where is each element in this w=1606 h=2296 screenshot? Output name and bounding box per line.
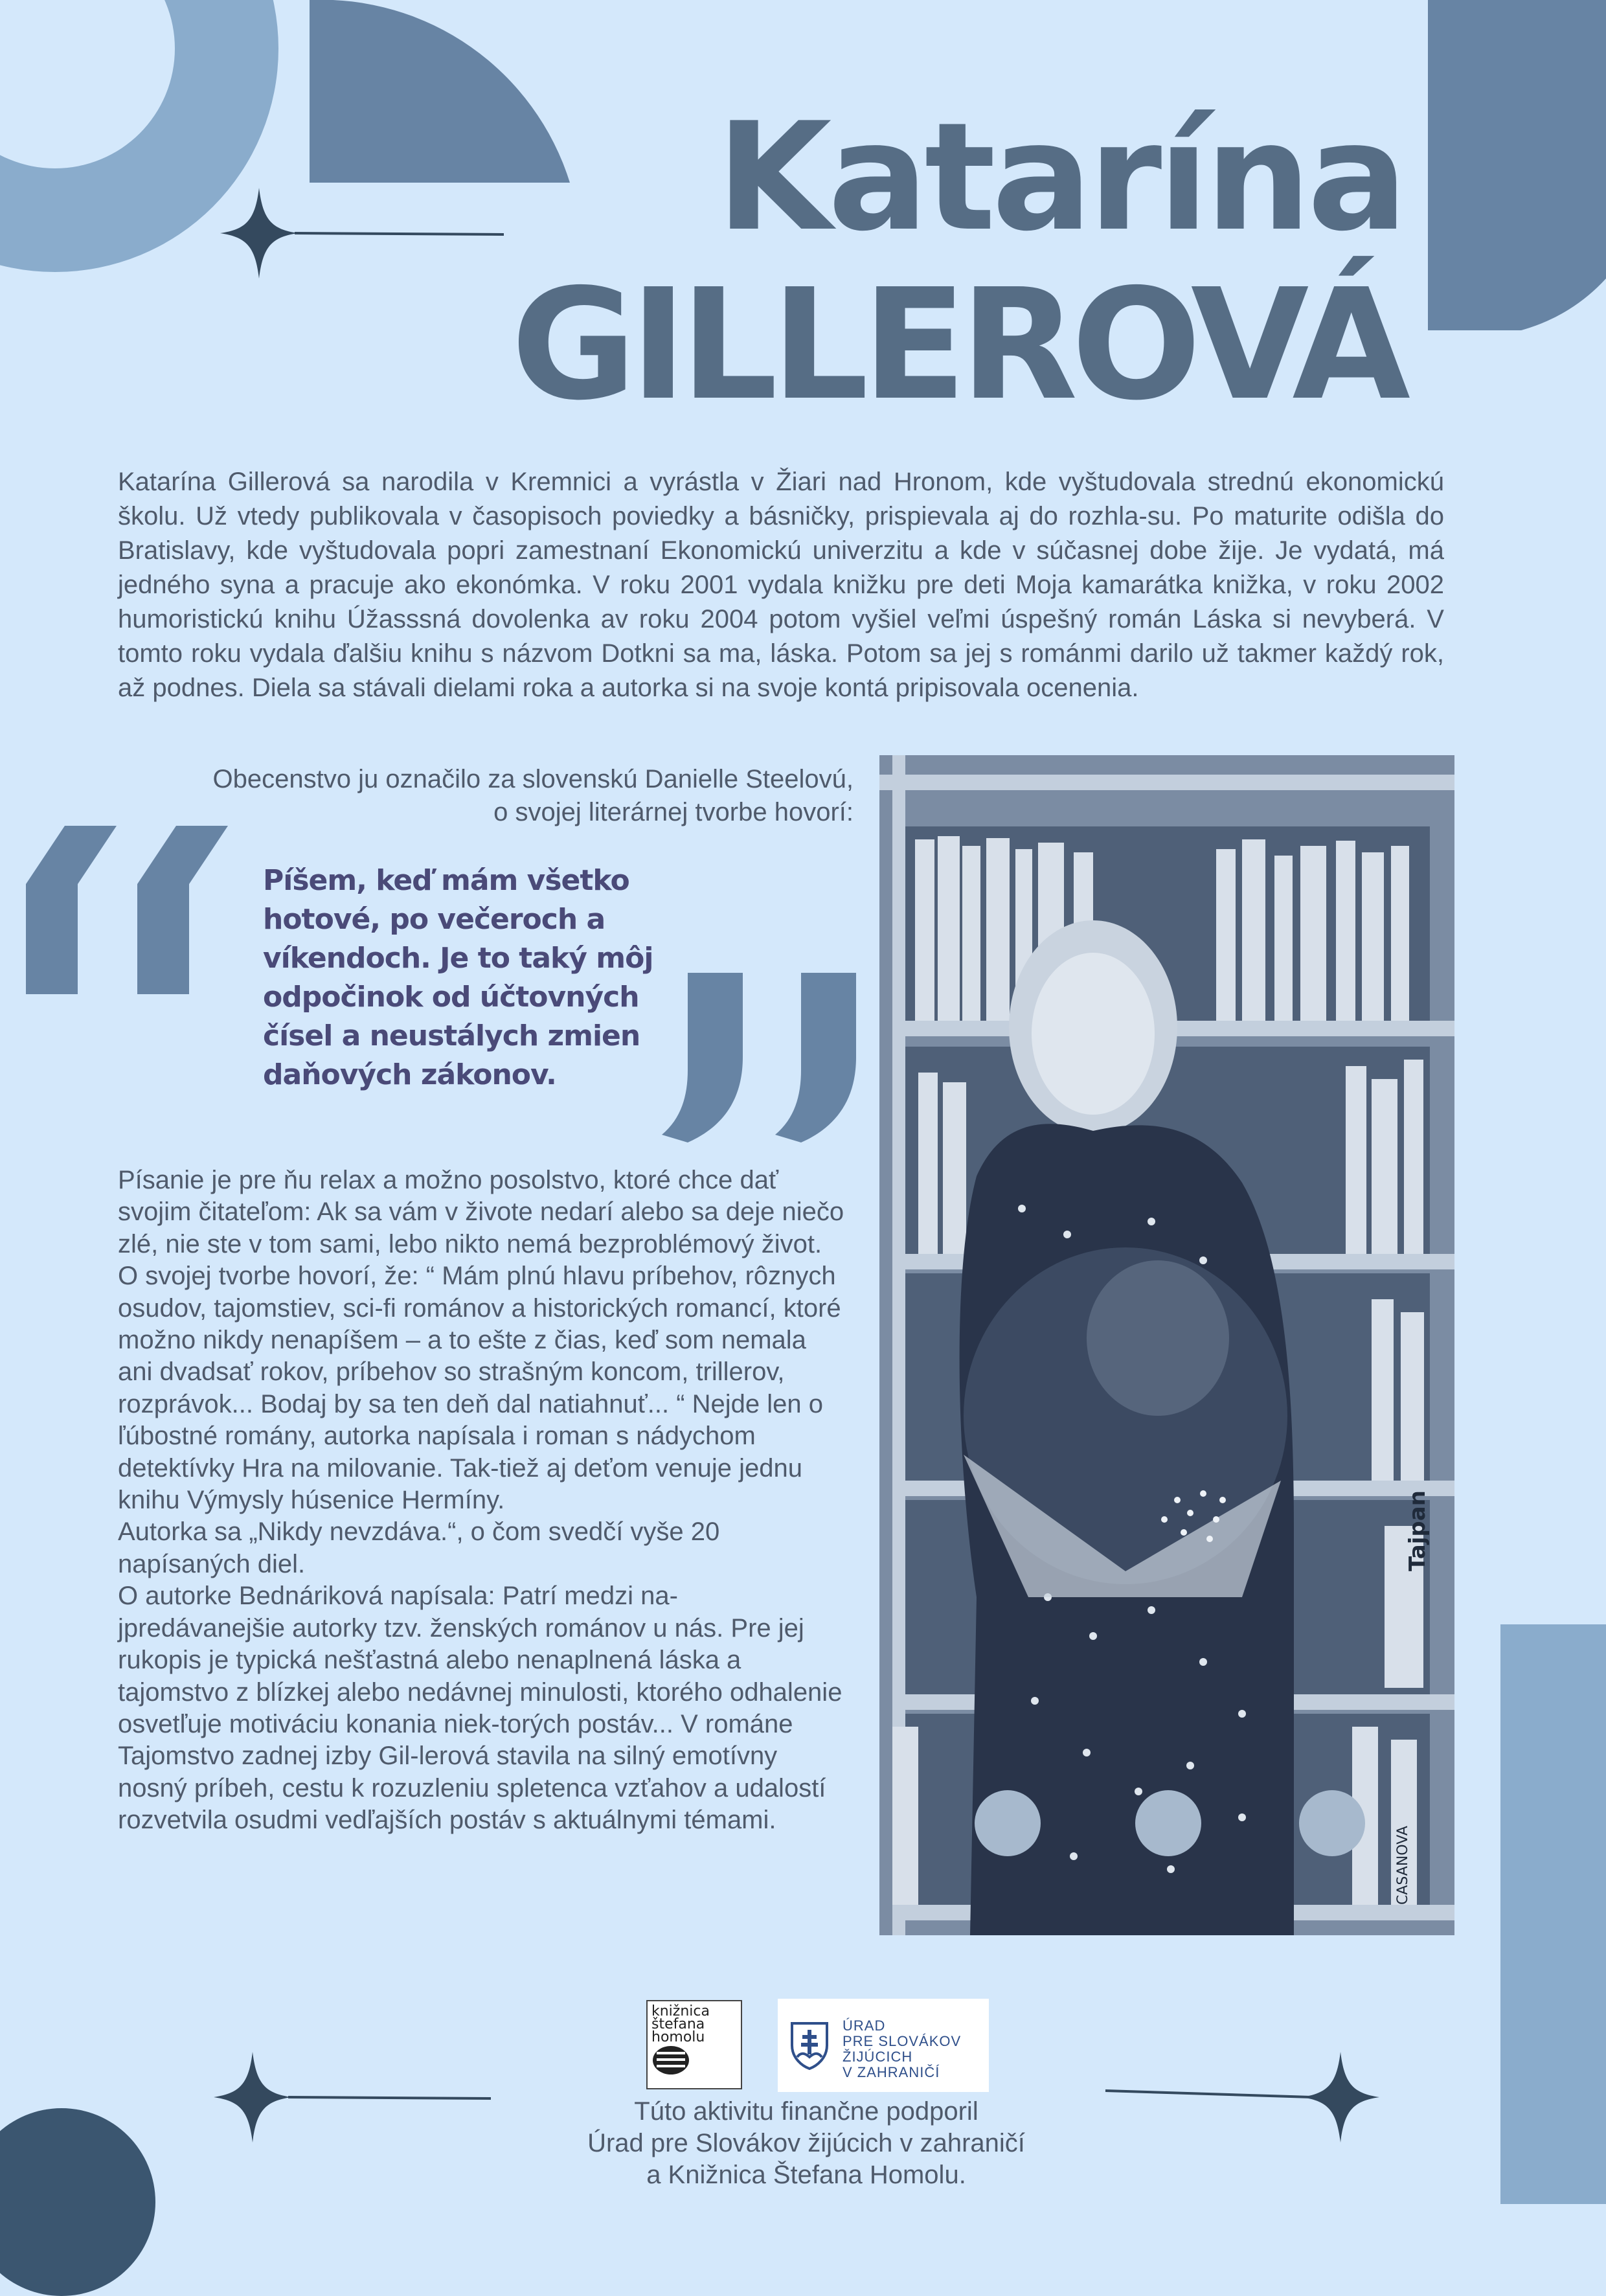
decorative-bottom-left-circle bbox=[0, 2108, 155, 2296]
body-paragraph: Autorka sa „Nikdy nevzdáva.“, o čom svedčí vyše 20 napísaných diel. bbox=[118, 1517, 720, 1578]
quote-lead-line: Obecenstvo ju označilo za slovenskú Danielle Steelovú, bbox=[212, 765, 854, 793]
library-logo-text: knižnica bbox=[651, 2003, 710, 2019]
author-photo bbox=[879, 755, 1454, 1935]
funding-footer bbox=[479, 2096, 1133, 2191]
decorative-dot bbox=[975, 1790, 1041, 1856]
body-paragraph: O autorke Bednáriková napísala: Patrí medzi na-jpredávanejšie autorky tzv. ženských románov u nás. Pre jej rukopis je typická nešťastná alebo nenaplnená láska a tajomstvo z blízkej alebo nedávnej minulosti, ktorého odhalenie osvetľuje motiváciu konania niek-torých postáv... V románe Tajomstvo zadnej izby Gil-lerová stavila na silný emotívny nosný príbeh, cestu k rozuzleniu spletenca vzťahov a udalostí rozvetvila osudmi vedľajších postáv s aktuálnymi témami. bbox=[118, 1582, 843, 1835]
author-photo-illustration bbox=[879, 755, 1454, 1935]
sparkle-star-icon bbox=[1104, 2052, 1389, 2143]
quote-lead-line: o svojej literárnej tvorbe hovorí: bbox=[493, 798, 854, 826]
urad-logo-line: V ZAHRANIČÍ bbox=[843, 2064, 940, 2080]
sparkle-star-icon bbox=[220, 188, 505, 278]
library-logo-text: homolu bbox=[651, 2029, 705, 2045]
library-logo-mark bbox=[651, 2044, 697, 2076]
book-spine-title: Tajpan bbox=[1405, 1490, 1431, 1571]
footer-line: Túto aktivitu finančne podporil bbox=[634, 2097, 978, 2126]
urad-logo-line: ÚRAD bbox=[843, 2018, 886, 2034]
intro-paragraph: Katarína Gillerová sa narodila v Kremnici a vyrástla v Žiari nad Hronom, kde vyštudovala strednú ekonomickú školu. Už vtedy publikovala v časopisoch poviedky a básničky, prispievala aj do rozhla-su. Po maturite odišla do Bratislavy, kde vyštudovala popri zamestnaní Ekonomickú univerzitu a kde v súčasnej dobe žije. Je vydatá, má jedného syna a pracuje ako ekonómka. V roku 2001 vydala knižku pre deti Moja kamarátka knižka, v roku 2002 humoristickú knihu Úžasssná dovolenka av roku 2004 potom vyšiel veľmi úspešný román Láska si nevyberá. V tomto roku vydala ďalšiu knihu s názvom Dotkni sa ma, láska. Potom sa jej s románmi darilo už takmer každý rok, až podnes. Diela sa stávali dielami roka a autorka si na svoje kontá pripisovala ocenenia. bbox=[118, 468, 1444, 702]
title-last-name: GILLEROVÁ bbox=[511, 256, 1404, 434]
urad-logo-line: PRE SLOVÁKOV bbox=[843, 2033, 962, 2049]
decorative-quarter-circle bbox=[310, 0, 570, 183]
book-spine-title: CASANOVA bbox=[1395, 1826, 1411, 1905]
open-quote-icon bbox=[26, 823, 253, 997]
pull-quote: Píšem, keď mám všetko hotové, po večeroch a víkendoch. Je to taký môj odpočinok od účtovných čísel a neustálych zmien daňových zákonov. bbox=[263, 864, 653, 1091]
decorative-right-half-circle bbox=[1428, 0, 1606, 330]
urad-logo-line: ŽIJÚCICH bbox=[843, 2049, 913, 2065]
decorative-right-bar bbox=[1500, 1624, 1606, 2204]
library-logo-text: štefana bbox=[651, 2016, 705, 2032]
quote-lead bbox=[110, 763, 854, 829]
body-text bbox=[118, 1165, 844, 1837]
decorative-dot bbox=[1299, 1790, 1365, 1856]
title-first-name: Katarína bbox=[716, 91, 1404, 264]
urad-logo bbox=[778, 1999, 989, 2092]
sparkle-star-icon bbox=[207, 2052, 492, 2143]
footer-line: Úrad pre Slovákov žijúcich v zahraničí bbox=[587, 2129, 1025, 2157]
close-quote-icon bbox=[649, 973, 869, 1145]
coat-of-arms-icon bbox=[789, 2021, 830, 2070]
footer-line: a Knižnica Štefana Homolu. bbox=[646, 2161, 966, 2189]
decorative-dot bbox=[1135, 1790, 1201, 1856]
body-paragraph: Písanie je pre ňu relax a možno posolstvo, ktoré chce dať svojim čitateľom: Ak sa vám v živote nedarí alebo sa deje niečo zlé, nie ste v tom sami, lebo nikto nemá bezproblémový život. O svojej tvorbe hovorí, že: “ Mám plnú hlavu príbehov, rôznych osudov, tajomstiev, sci-fi románov a historických romancí, ktoré možno nikdy nenapíšem – a to ešte z čias, keď som nemala ani dvadsať rokov, príbehov so strašným koncom, trillerov, rozprávok... Bodaj by sa ten deň dal natiahnuť... “ Nejde len o ľúbostné romány, autorka napísala i roman s nádychom detektívky Hra na milovanie. Tak-tiež aj deťom venuje jednu knihu Výmysly húsenice Hermíny. bbox=[118, 1166, 844, 1515]
library-logo bbox=[646, 2000, 742, 2089]
urad-logo-text bbox=[843, 2018, 961, 2080]
